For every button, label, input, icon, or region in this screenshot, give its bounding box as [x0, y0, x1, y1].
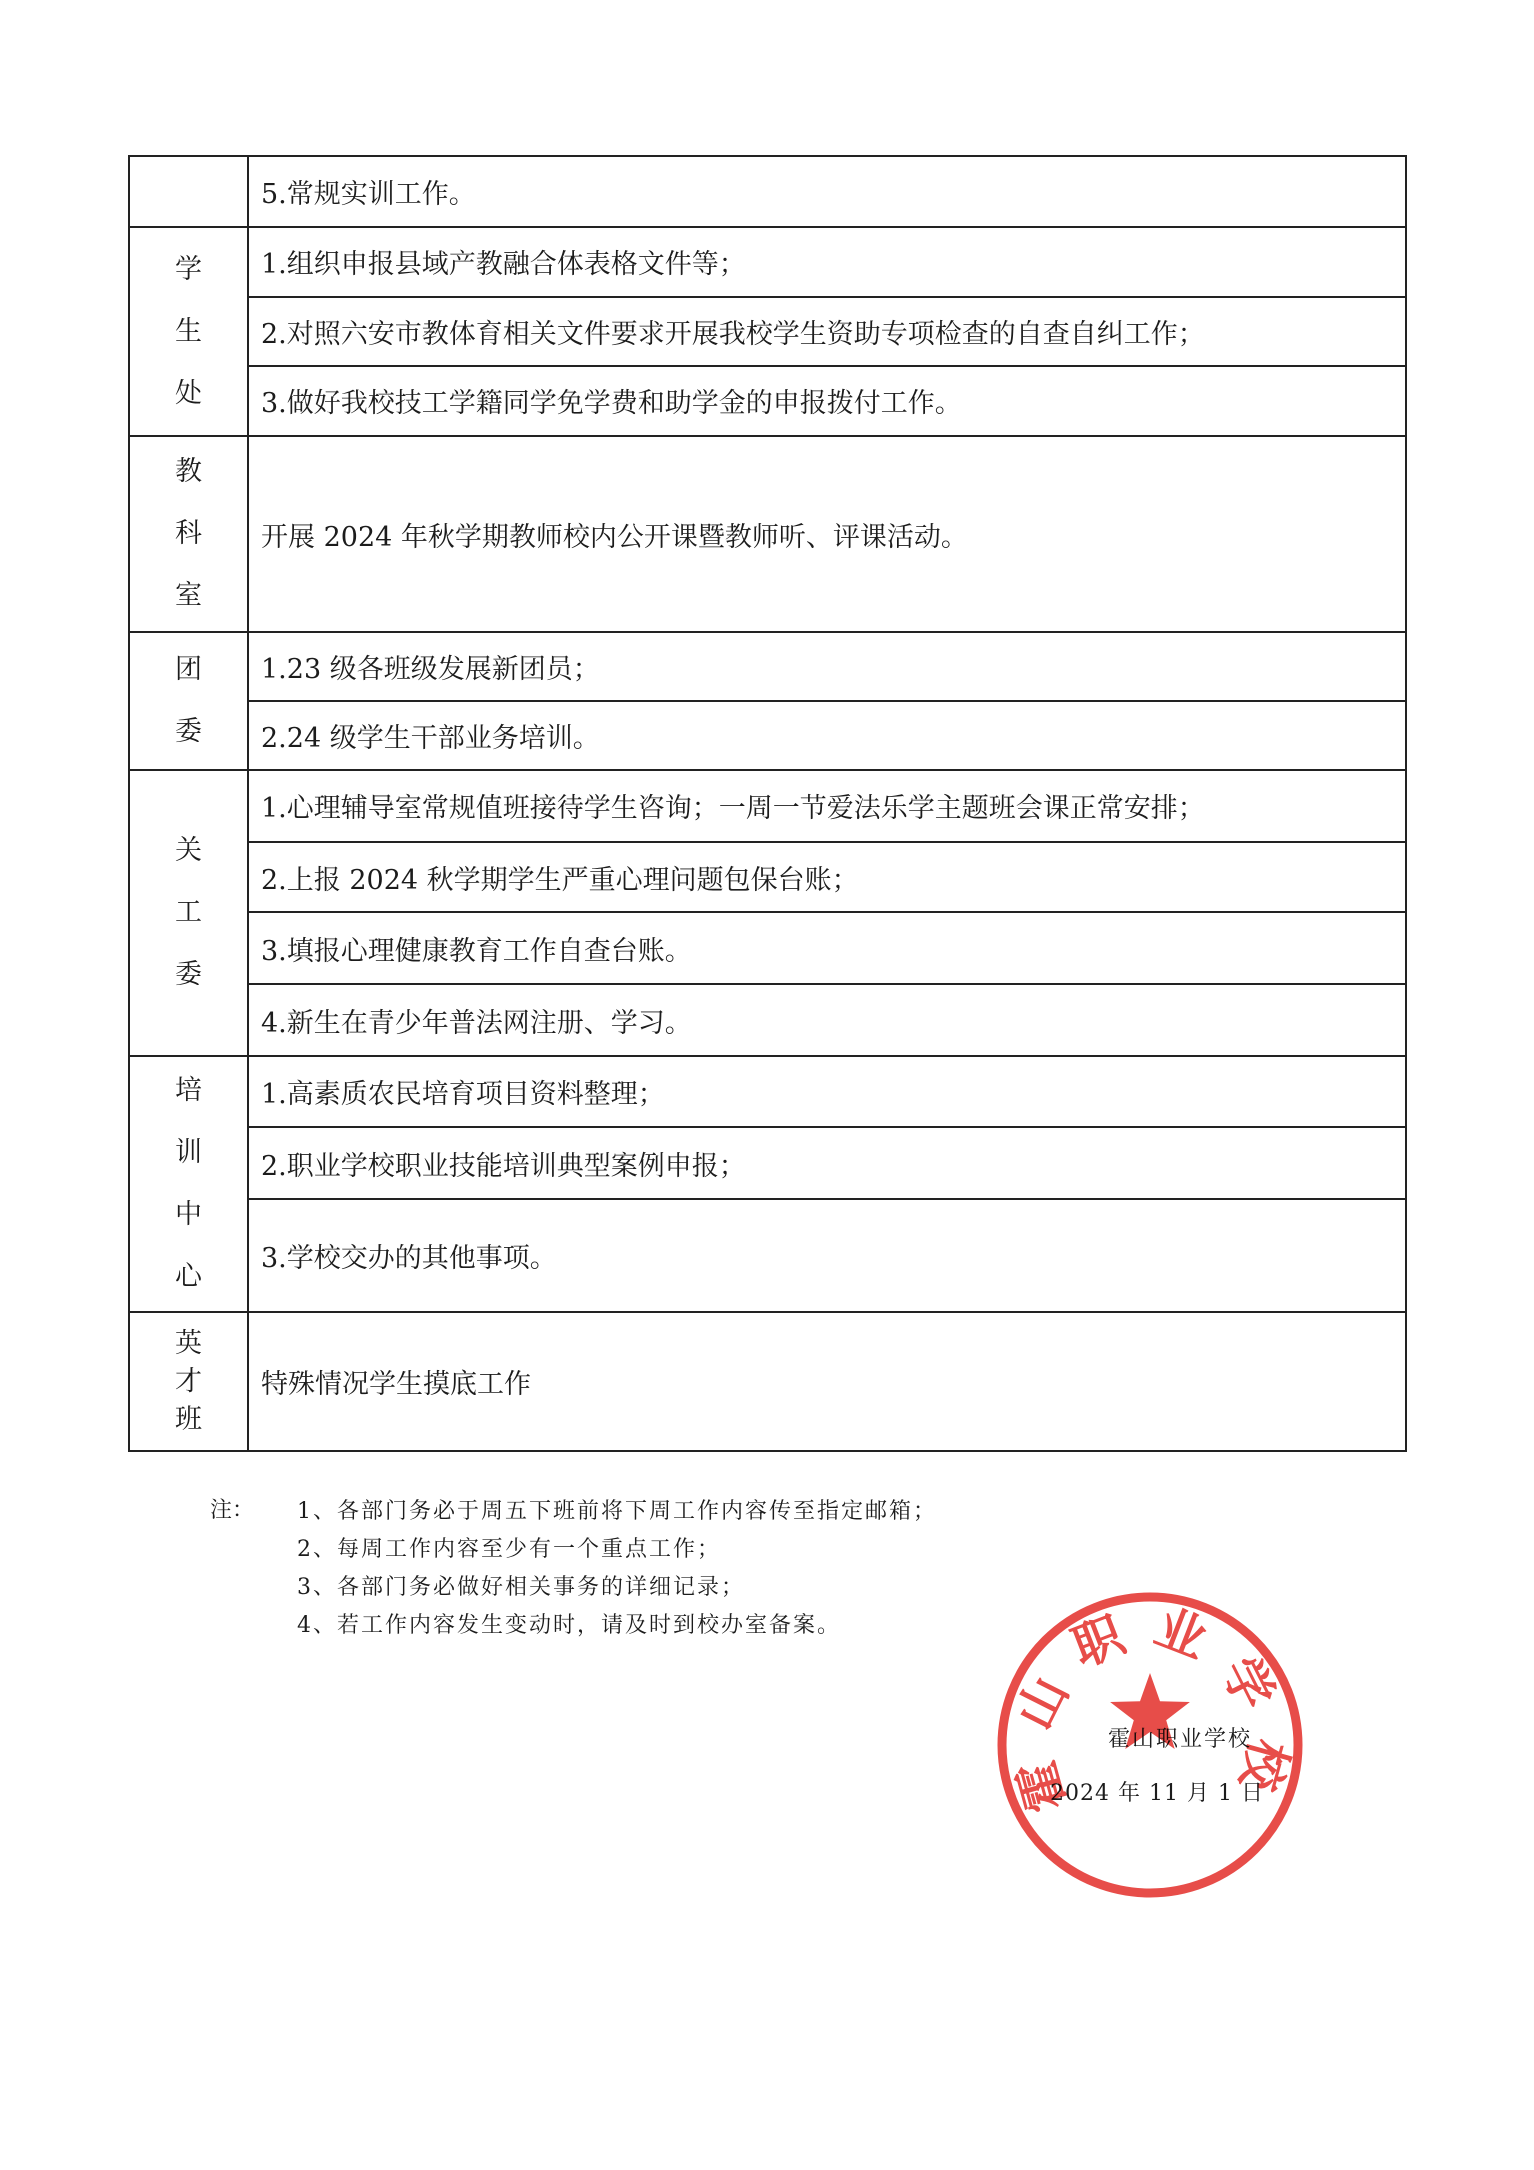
work-items [249, 633, 1405, 769]
work-item-text: 1.高素质农民培育项目资料整理； [261, 1079, 665, 1111]
table-row [249, 700, 1405, 769]
table-section-training-center [130, 1055, 1405, 1311]
dept-cell [130, 157, 249, 226]
dept-label: 教科室 [175, 456, 202, 611]
work-item-text: 3.填报心理健康教育工作自查台账。 [261, 935, 692, 967]
note-item: 4、若工作内容发生变动时，请及时到校办室备案。 [297, 1613, 841, 1638]
dept-cell [130, 228, 249, 435]
work-item-text: 1.23 级各班级发展新团员； [261, 654, 600, 685]
work-items [249, 437, 1405, 631]
work-items [249, 771, 1405, 1055]
weekly-work-table [128, 155, 1407, 1452]
dept-cell [130, 1057, 249, 1311]
work-item-text: 2.上报 2024 秋学期学生严重心理问题包保台账； [261, 864, 859, 896]
work-item-text: 开展 2024 年秋学期教师校内公开课暨教师听、评课活动。 [261, 521, 968, 553]
stamp-text-path: 霍山职业学校 [1001, 1597, 1299, 1819]
table-section-elite-class [130, 1311, 1405, 1450]
table-row [249, 365, 1405, 435]
table-section-teaching-research [130, 435, 1405, 631]
official-stamp [990, 1585, 1310, 1905]
work-item-text: 1.心理辅导室常规值班接待学生咨询；一周一节爱法乐学主题班会课正常安排； [261, 793, 1205, 825]
table-section-care-committee [130, 769, 1405, 1055]
dept-label: 团委 [175, 654, 202, 747]
notes-list [297, 1493, 937, 1645]
work-items [249, 157, 1405, 226]
signature-date: 2024 年 11 月 1 日 [1050, 1781, 1264, 1806]
dept-cell [130, 437, 249, 631]
work-item-text: 5.常规实训工作。 [261, 179, 476, 210]
work-items [249, 1313, 1405, 1450]
work-item-text: 2.对照六安市教体育相关文件要求开展我校学生资助专项检查的自查自纠工作； [261, 318, 1205, 350]
table-row [249, 157, 1405, 226]
table-row [249, 911, 1405, 983]
table-row [249, 771, 1405, 841]
work-item-text: 2.24 级学生干部业务培训。 [261, 723, 600, 754]
notes-label: 注： [210, 1498, 255, 1523]
note-item: 2、每周工作内容至少有一个重点工作； [297, 1537, 721, 1562]
work-items [249, 228, 1405, 435]
table-row [249, 1057, 1405, 1126]
table-row [249, 296, 1405, 365]
work-item-text: 2.职业学校职业技能培训典型案例申报； [261, 1150, 746, 1182]
work-item-text: 3.学校交办的其他事项。 [261, 1242, 557, 1274]
note-item: 1、各部门务必于周五下班前将下周工作内容传至指定邮箱； [297, 1499, 937, 1524]
dept-cell [130, 1313, 249, 1450]
work-items [249, 1057, 1405, 1311]
signature-organization: 霍山职业学校 [1108, 1727, 1253, 1752]
table-section-continued [130, 157, 1405, 226]
dept-cell [130, 771, 249, 1055]
table-row [249, 1126, 1405, 1197]
work-item-text: 3.做好我校技工学籍同学免学费和助学金的申报拨付工作。 [261, 388, 962, 420]
dept-label: 培训中心 [175, 1075, 202, 1292]
dept-label: 英才班 [175, 1327, 202, 1435]
table-section-student-affairs [130, 226, 1405, 435]
table-row [249, 228, 1405, 296]
table-section-youth-league [130, 631, 1405, 769]
work-item-text: 1.组织申报县域产教融合体表格文件等； [261, 249, 746, 281]
table-row [249, 841, 1405, 911]
table-row [249, 1198, 1405, 1311]
table-row [249, 633, 1405, 700]
table-row [249, 437, 1405, 631]
table-row [249, 1313, 1405, 1450]
dept-label: 学生处 [175, 253, 202, 409]
table-row [249, 983, 1405, 1055]
work-item-text: 特殊情况学生摸底工作 [261, 1369, 531, 1400]
dept-label: 关工委 [175, 835, 202, 990]
note-item: 3、各部门务必做好相关事务的详细记录； [297, 1575, 745, 1600]
work-item-text: 4.新生在青少年普法网注册、学习。 [261, 1007, 692, 1039]
stamp-star-icon [1110, 1673, 1190, 1749]
dept-cell [130, 633, 249, 769]
